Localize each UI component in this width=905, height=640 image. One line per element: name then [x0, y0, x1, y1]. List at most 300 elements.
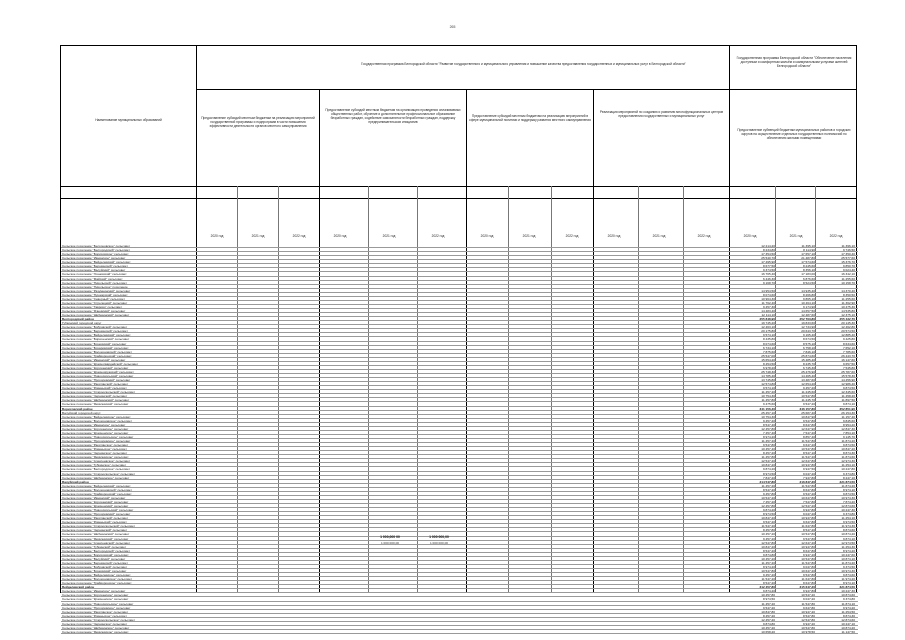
row-value: 10 457,80: [761, 593, 775, 598]
row-value: 10 547,80: [761, 569, 775, 573]
page-number: 265: [449, 25, 456, 29]
row-value: 9 547,80: [762, 443, 775, 448]
row-value: 12 457,80: [761, 504, 775, 508]
row-value: 7 547,80: [802, 499, 815, 504]
row-name: Сельское поселение "Ракитянский" сельсовет: [62, 516, 129, 521]
year-header-cell: 2022 год: [829, 234, 843, 238]
row-name: Сельское поселение "Волоконовский" сельсовет: [62, 487, 132, 492]
row-value: 341 156,40: [759, 406, 775, 411]
row-value: 9 547,20: [802, 402, 815, 407]
row-value: 10 547,80: [801, 394, 815, 399]
row-value: 12 847,30: [841, 426, 855, 431]
row-name: Сельское поселение "Ракитянское" сельсовет: [62, 443, 129, 448]
row-value: 8 647,80: [802, 422, 815, 427]
row-value: 9 947,20: [802, 621, 815, 626]
row-value: 12 647,20: [801, 540, 815, 545]
row-value: 17 183,00: [801, 272, 815, 277]
row-value: 9 874,50: [842, 491, 855, 496]
row-value: 8 974,20: [842, 548, 855, 553]
row-value: 11 254,10: [841, 463, 855, 468]
row-value: 9 047,20: [802, 597, 815, 602]
row-value: 10 547,20: [761, 495, 775, 500]
row-value: 10 974,30: [841, 495, 855, 500]
row-value: 321 874,50: [839, 585, 855, 590]
row-name: Сельское поселение "Алексеевское" сельсовет: [62, 459, 131, 464]
row-value: 8 857,40: [802, 434, 815, 439]
row-name: Сельское поселение "Ячневский" сельсовет: [62, 309, 126, 313]
row-value: 9 746,50: [842, 248, 855, 253]
row-value: 12 547,80: [761, 540, 775, 545]
row-value: 12 654,20: [801, 382, 815, 387]
row-value: 11 457,20: [761, 483, 775, 488]
row-value: 14 785,40: [761, 374, 775, 378]
row-value: 11 547,80: [801, 601, 815, 606]
row-value: 10 874,20: [841, 625, 855, 630]
row-value: 9 457,30: [762, 304, 775, 309]
row-value: 17 495,90: [761, 260, 775, 265]
row-value: 10 964,30: [761, 296, 775, 301]
row-value: 8 457,20: [762, 613, 775, 618]
row-name: Сельское поселение "Новооскольское" сельсовет: [62, 434, 134, 439]
row-value: 14 657,50: [801, 309, 815, 313]
row-name: Сельское поселение "Бершинский" сельсовет: [62, 560, 128, 565]
row-value: 9 457,20: [762, 536, 775, 541]
row-value: 10 974,30: [841, 569, 855, 573]
row-value: 312 457,80: [759, 585, 775, 590]
row-value: 25 476,90: [801, 369, 815, 374]
row-value: 20 145,30: [841, 321, 855, 326]
row-value: 10 547,80: [801, 447, 815, 452]
row-value: 11 874,20: [841, 439, 855, 443]
row-value: 7 846,10: [802, 349, 815, 354]
row-value: 9 647,80: [802, 520, 815, 525]
row-name: Сельское поселение "Ивнянское" сельсовет: [62, 422, 126, 427]
row-value: 8 454,50: [762, 361, 775, 366]
row-value: 8 874,60: [842, 528, 855, 533]
row-name: Сельское поселение "Чернянское" сельсовет: [62, 621, 128, 626]
row-name: Сельское поселение "Ровеньский" сельсовет: [62, 386, 127, 391]
year-header-cell: 2022 год: [431, 234, 445, 238]
row-value: 13 745,80: [761, 378, 775, 383]
year-header-cell: 2022 год: [565, 234, 579, 238]
row-value: 8 356,10: [802, 268, 815, 273]
row-value: 17 574,60: [801, 260, 815, 265]
row-value: 10 847,20: [761, 544, 775, 549]
row-value: 11 457,80: [761, 455, 775, 460]
row-value: 8 245,60: [802, 264, 815, 269]
row-value: 11 395,10: [801, 244, 815, 248]
row-value: 9 047,80: [802, 564, 815, 569]
row-value: 10 947,80: [801, 463, 815, 468]
subgroup-header: Предоставление субсидий местным бюджетам на организацию проведения оплачиваемых общественных работ, обучение и дополнительное профессиональное образование безработных граждан, содействие самозанятости безработных граждан, поддержку предпринимательских инициатив: [325, 108, 461, 124]
row-value: 20 643,70: [801, 329, 815, 334]
row-value: 9 574,10: [762, 386, 775, 391]
row-name: Сельское поселение "Ивнянский" сельсовет: [62, 357, 126, 362]
row-name: Сельское поселение "Шебекинский" сельсовет: [62, 313, 130, 318]
special-subvalue: 1 000 000,00: [380, 540, 400, 545]
row-value: 9 374,80: [842, 471, 855, 476]
row-name: Сельское поселение "Бочаровский" сельсовет: [62, 345, 129, 350]
subgroup-header: Предоставление субвенций бюджетам муниципальных районов и городских округов на осуществление отдельных государственных полномочий по обеспечению жилыми помещениями: [737, 128, 851, 140]
row-value: 8 974,50: [762, 597, 775, 602]
row-value: 12 874,60: [841, 617, 855, 622]
row-name: Сельское поселение "Красненский" сельсовет: [62, 504, 129, 508]
row-value: 19 833,60: [801, 321, 815, 326]
row-value: 10 754,30: [761, 414, 775, 419]
row-value: 9 047,20: [802, 471, 815, 476]
row-value: 25 874,60: [801, 353, 815, 358]
special-value: 1 000 000,00: [429, 534, 449, 539]
row-value: 25 457,10: [761, 410, 775, 415]
row-value: 6 978,20: [762, 365, 775, 370]
row-name: Сельское поселение "Грайворонское" сельсовет: [62, 581, 132, 586]
row-value: 10 457,40: [761, 447, 775, 452]
table-body: [61, 244, 858, 634]
row-value: 11 457,20: [761, 601, 775, 606]
year-header-cell: 2021 год: [251, 234, 265, 238]
row-value: 8 457,80: [762, 528, 775, 533]
row-value: 9 457,20: [762, 573, 775, 578]
year-header-cell: 2021 год: [652, 234, 666, 238]
row-value: 11 457,80: [761, 398, 775, 403]
row-value: 11 547,80: [801, 439, 815, 443]
row-value: 9 547,20: [762, 605, 775, 610]
row-value: 6 745,30: [802, 365, 815, 370]
row-value: 10 874,10: [841, 556, 855, 561]
row-value: 216 847,20: [799, 479, 815, 484]
row-name: Сельское поселение "Шебекинский" сельсовет: [62, 398, 130, 403]
row-name: Сельское поселение "Таврово" сельсовет: [62, 304, 123, 309]
row-value: 12 375,10: [841, 313, 855, 318]
row-value: 11 762,40: [761, 300, 775, 305]
row-value: 9 874,20: [762, 589, 775, 594]
row-value: 9 547,20: [802, 491, 815, 496]
row-value: 14 456,90: [841, 378, 855, 383]
row-value: 8 547,80: [802, 613, 815, 618]
row-value: 12 647,90: [801, 426, 815, 431]
row-value: 11 547,80: [801, 483, 815, 488]
special-subvalue: 1 000 000,00: [429, 540, 449, 545]
subgroup-header: Реализация мероприятий по созданию и развитию многофункциональных центров предоставления государственных и муниципальных услуг: [599, 110, 724, 118]
row-value: 11 874,20: [841, 483, 855, 488]
row-value: 12 885,40: [841, 333, 855, 338]
row-name: Сельское поселение "Пушкарский" сельсовет: [62, 292, 128, 297]
row-value: 9 457,20: [802, 386, 815, 391]
row-name: Сельское поселение "Стрелецкий" сельсовет: [62, 300, 128, 305]
row-value: 8 974,50: [762, 512, 775, 517]
row-name: Сельское поселение "Прохоровский" сельсовет: [62, 512, 131, 517]
row-value: 11 254,30: [841, 544, 855, 549]
program-group-header: Государственная программа Белгородской области "Развитие государственного и муниципального управления и повышение качества предоставления государственных и муниципальных услуг в Белгородской области": [361, 62, 686, 66]
row-name: Сельское поселение "Красненское" сельсовет: [62, 597, 129, 602]
row-value: 10 247,10: [841, 621, 855, 626]
row-name: Сельское поселение "Старооскольское" сельсовет: [62, 617, 136, 622]
row-value: 7 785,60: [842, 349, 855, 354]
row-value: 9 865,10: [802, 296, 815, 301]
row-name: Сельское поселение "Алексеевский" сельсовет: [62, 540, 131, 545]
row-value: 11 362,90: [841, 300, 855, 305]
row-value: 25 687,40: [801, 410, 815, 415]
row-value: 25 787,60: [841, 369, 855, 374]
row-name: Сельское поселение "Шебекинский" сельсовет: [62, 532, 130, 537]
row-name: Сельское поселение "Грайворонский" сельсовет: [62, 491, 132, 496]
row-value: 14 370,40: [841, 288, 855, 293]
row-value: 10 847,20: [761, 463, 775, 468]
row-name: Сельское поселение "Грайворонский" сельсовет: [62, 353, 132, 358]
row-value: 14 954,50: [761, 288, 775, 293]
row-value: 8 647,80: [802, 487, 815, 492]
row-value: 10 247,30: [841, 508, 855, 513]
row-value: 9 874,50: [842, 443, 855, 448]
row-value: 11 647,80: [801, 524, 815, 529]
row-value: 8 114,90: [803, 248, 815, 253]
row-value: 9 475,60: [762, 402, 775, 407]
row-value: 11 547,80: [801, 560, 815, 565]
row-name: Сельское поселение "Губкинский" сельсовет: [62, 544, 127, 549]
row-name: Сельское поселение "Губкинское" сельсовет: [62, 463, 127, 468]
row-value: 17 350,40: [841, 252, 855, 257]
row-value: 214 547,80: [759, 479, 775, 484]
row-value: 9 168,70: [762, 280, 775, 285]
row-name: Вейделевский район: [62, 585, 95, 590]
row-value: 8 350,50: [842, 292, 855, 297]
row-name: Сельское поселение "Бобровский" сельсовет: [62, 325, 128, 330]
row-value: 8 974,20: [762, 434, 775, 439]
row-name: Сельское поселение "Ракитянское" сельсовет: [62, 609, 129, 614]
row-value: 8 575,10: [802, 341, 815, 346]
row-value: 15 376,70: [841, 260, 855, 265]
row-value: 8 547,20: [802, 528, 815, 533]
row-name: Валуйский район: [62, 479, 89, 484]
row-value: 16 147,60: [841, 357, 855, 362]
row-name: Сельское поселение "Шебекинское" сельсовет: [62, 625, 130, 630]
row-name: Сельское поселение "Бершинский" сельсовет: [62, 329, 128, 334]
row-value: 9 174,90: [802, 304, 815, 309]
row-value: 8 247,10: [842, 475, 855, 480]
year-header-cell: 2020 год: [743, 234, 757, 238]
row-name: Сельское поселение "Чернянский" сельсовет: [62, 394, 128, 399]
row-value: 8 234,80: [762, 248, 775, 253]
row-value: 7 947,80: [802, 475, 815, 480]
row-value: 14 535,80: [841, 309, 855, 313]
row-value: 11 974,20: [841, 577, 855, 582]
row-value: 13 487,60: [801, 378, 815, 383]
row-value: 10 457,20: [761, 625, 775, 630]
row-value: 7 545,80: [842, 365, 855, 370]
row-name: Сельское поселение "Бобровский" сельсовет: [62, 564, 128, 569]
row-value: 17 354,50: [761, 252, 775, 257]
row-value: 20 175,80: [761, 329, 775, 334]
row-value: 7 874,20: [842, 499, 855, 504]
row-value: 11 254,10: [841, 516, 855, 521]
row-value: 10 247,30: [841, 589, 855, 594]
row-value: 346 157,80: [799, 406, 815, 411]
row-value: 9 145,70: [842, 434, 855, 439]
row-value: 10 847,80: [761, 609, 775, 614]
row-name: Сельское поселение "Корочанское" сельсовет: [62, 593, 129, 598]
row-value: 9 374,80: [842, 597, 855, 602]
row-value: 10 874,60: [841, 593, 855, 598]
row-value: 9 425,80: [842, 337, 855, 342]
row-value: 8 974,10: [842, 487, 855, 492]
row-value: 352 851,90: [839, 406, 855, 411]
row-value: 14 483,40: [761, 309, 775, 313]
row-value: 8 435,80: [762, 337, 775, 342]
row-value: 8 074,60: [762, 292, 775, 297]
row-value: 8 677,50: [762, 264, 775, 269]
row-name: Сельское поселение "Валуйский" сельсовет: [62, 268, 126, 273]
row-value: 10 247,60: [841, 552, 855, 557]
row-value: 10 874,20: [841, 532, 855, 537]
row-value: 11 396,10: [841, 244, 855, 248]
row-value: 9 845,60: [842, 418, 855, 423]
row-value: 10 754,30: [761, 394, 775, 399]
row-value: 8 954,20: [842, 422, 855, 427]
row-value: 12 487,60: [801, 313, 815, 318]
row-value: 10 158,70: [841, 280, 855, 285]
row-value: 14 935,40: [801, 288, 815, 293]
row-name: Сельское поселение "Бочковский" сельсовет: [62, 569, 127, 573]
row-name: Сельское поселение "Белгородский" сельсовет: [62, 548, 130, 553]
row-value: 8 074,60: [762, 341, 775, 346]
row-value: 9 647,80: [802, 605, 815, 610]
row-value: 9 547,80: [802, 573, 815, 578]
row-value: 9 874,20: [762, 508, 775, 513]
row-value: 20 574,50: [841, 329, 855, 334]
row-value: 10 475,30: [841, 304, 855, 309]
row-value: 9 374,50: [842, 564, 855, 569]
row-value: 25 748,30: [761, 369, 775, 374]
row-value: 11 647,80: [801, 577, 815, 582]
row-value: 10 947,80: [801, 516, 815, 521]
row-value: 8 634,60: [842, 341, 855, 346]
row-value: 8 547,20: [762, 548, 775, 553]
row-name: Сельское поселение "Бершинский" сельсовет: [62, 264, 128, 269]
row-name: Сельское поселение "Корочанский" сельсовет: [62, 365, 129, 370]
row-value: 12 986,40: [841, 382, 855, 387]
subgroup-header: Предоставление субсидий местным бюджетам на реализацию мероприятий государственной программы и подпрограмм в части повышения эффективности деятельности органов местного самоуправления: [201, 116, 315, 128]
row-name: Сельское поселение "Вейделевский" сельсовет: [62, 333, 131, 338]
row-name: Сельское поселение "Ивнянское" сельсовет: [62, 589, 126, 594]
row-value: 11 874,20: [841, 560, 855, 565]
row-name: Сельское поселение "Корочанское" сельсовет: [62, 426, 129, 431]
row-value: 8 547,20: [762, 581, 775, 586]
row-value: 7 457,40: [762, 430, 775, 435]
year-header-cell: 2022 год: [697, 234, 711, 238]
row-name: Сельское поселение "Никольское" поселение: [62, 284, 128, 289]
row-value: 10 547,20: [801, 593, 815, 598]
row-name: Сельское поселение "Яковлевский" сельсовет: [62, 402, 129, 407]
program-group-right-header: Государственная программа Белгородской области "Обеспечение населения доступным и комфортным жильём и коммунальными услугами жителей Белгородской области": [736, 56, 852, 68]
row-name: Сельское поселение "Чернянский" сельсовет: [62, 528, 128, 533]
row-value: 12 345,60: [841, 390, 855, 395]
row-value: 8 266,80: [802, 292, 815, 297]
row-value: 10 647,20: [801, 569, 815, 573]
row-value: 6 734,10: [762, 345, 775, 350]
row-value: 7 854,10: [842, 430, 855, 435]
row-value: 11 547,20: [761, 524, 775, 529]
row-value: 9 947,50: [802, 467, 815, 472]
row-value: 7 847,20: [762, 475, 775, 480]
row-value: 8 874,30: [842, 451, 855, 456]
row-value: 9 024,40: [842, 268, 855, 273]
row-value: 12 574,80: [761, 382, 775, 387]
row-value: 7 457,20: [762, 499, 775, 504]
row-value: 12 463,10: [761, 325, 775, 330]
row-value: 9 165,40: [802, 333, 815, 338]
row-value: 12 874,60: [841, 504, 855, 508]
row-name: Сельское поселение "Лозновский" сельсовет: [62, 272, 127, 277]
row-name: Сельское поселение "Старооскольский" сельсовет: [62, 390, 136, 395]
row-value: 15 485,40: [801, 357, 815, 362]
row-name: Сельское поселение "Старооскольское" сельсовет: [62, 471, 136, 476]
row-value: 10 547,80: [801, 532, 815, 537]
year-header-cell: 2020 год: [480, 234, 494, 238]
row-value: 8 974,10: [842, 581, 855, 586]
row-value: 9 457,80: [762, 491, 775, 496]
row-value: 11 457,20: [761, 390, 775, 395]
row-value: 11 458,20: [841, 394, 855, 399]
row-name: Сельское поселение "Краснояружский" сельсовет: [62, 369, 134, 374]
row-value: 9 947,80: [802, 508, 815, 513]
row-value: 11 255,60: [841, 276, 855, 281]
row-value: 9 374,50: [762, 268, 775, 273]
row-value: 255 848,90: [759, 317, 775, 322]
row-value: 10 647,80: [801, 495, 815, 500]
row-name: Сельское поселение "Борисовское" сельсовет: [62, 252, 129, 257]
row-name: Сельское поселение "Шебекинское" сельсовет: [62, 475, 130, 480]
row-value: 8 974,20: [762, 564, 775, 569]
row-value: 16 342,10: [841, 272, 855, 277]
subgroup-header: Предоставление субсидий местным бюджетам на реализацию мероприятий в сфере муниципальной политики и поддержку развития местного самоуправления: [469, 114, 591, 122]
row-value: 11 457,20: [761, 439, 775, 443]
row-value: 8 547,40: [762, 422, 775, 427]
row-name: Сельское поселение "Яковлевский" сельсовет: [62, 536, 129, 541]
row-name: Белгородский район: [62, 317, 94, 322]
row-value: 26 154,30: [841, 410, 855, 415]
header-divider: [196, 186, 857, 187]
row-value: 10 457,20: [761, 556, 775, 561]
row-value: 12 457,20: [761, 617, 775, 622]
row-value: 11 547,20: [801, 455, 815, 460]
row-value: 10 947,80: [801, 544, 815, 549]
special-value: 1 000,000 00: [380, 534, 400, 539]
row-value: 10 847,20: [841, 447, 855, 452]
row-value: 12 547,20: [761, 459, 775, 464]
row-value: 9 647,20: [802, 443, 815, 448]
row-name: Сельское поселение "Старооскольский" сельсовет: [62, 524, 136, 529]
row-name: Борисовский район: [62, 406, 93, 411]
row-value: 15 578,30: [841, 374, 855, 378]
row-name: Сельское поселение "Майский" сельсовет: [62, 276, 123, 281]
row-name: Сельское поселение "Вейделевский" сельсовет: [62, 260, 131, 265]
row-value: 7 547,20: [802, 430, 815, 435]
row-value: 11 974,30: [841, 524, 855, 529]
row-name: Сельское поселение "Ивнянское" сельсовет: [62, 256, 126, 261]
row-name: Сельское поселение "Корочанский" сельсовет: [62, 499, 129, 504]
row-name: Валуйский городской округ: [62, 410, 101, 415]
first-column-header: Наименование муниципальных образований: [95, 118, 162, 122]
row-name: Сельское поселение "Яковлевское" сельсовет: [62, 629, 129, 634]
row-value: 12 974,50: [841, 540, 855, 545]
row-value: 10 547,80: [801, 556, 815, 561]
year-header-cell: 2020 год: [210, 234, 224, 238]
row-name: Сельское поселение "Волоконовское" сельсовет: [62, 418, 132, 423]
row-value: 14 465,40: [801, 374, 815, 378]
row-value: 9 547,20: [762, 520, 775, 525]
row-value: 11 147,50: [841, 629, 855, 634]
header-divider: [196, 89, 857, 90]
